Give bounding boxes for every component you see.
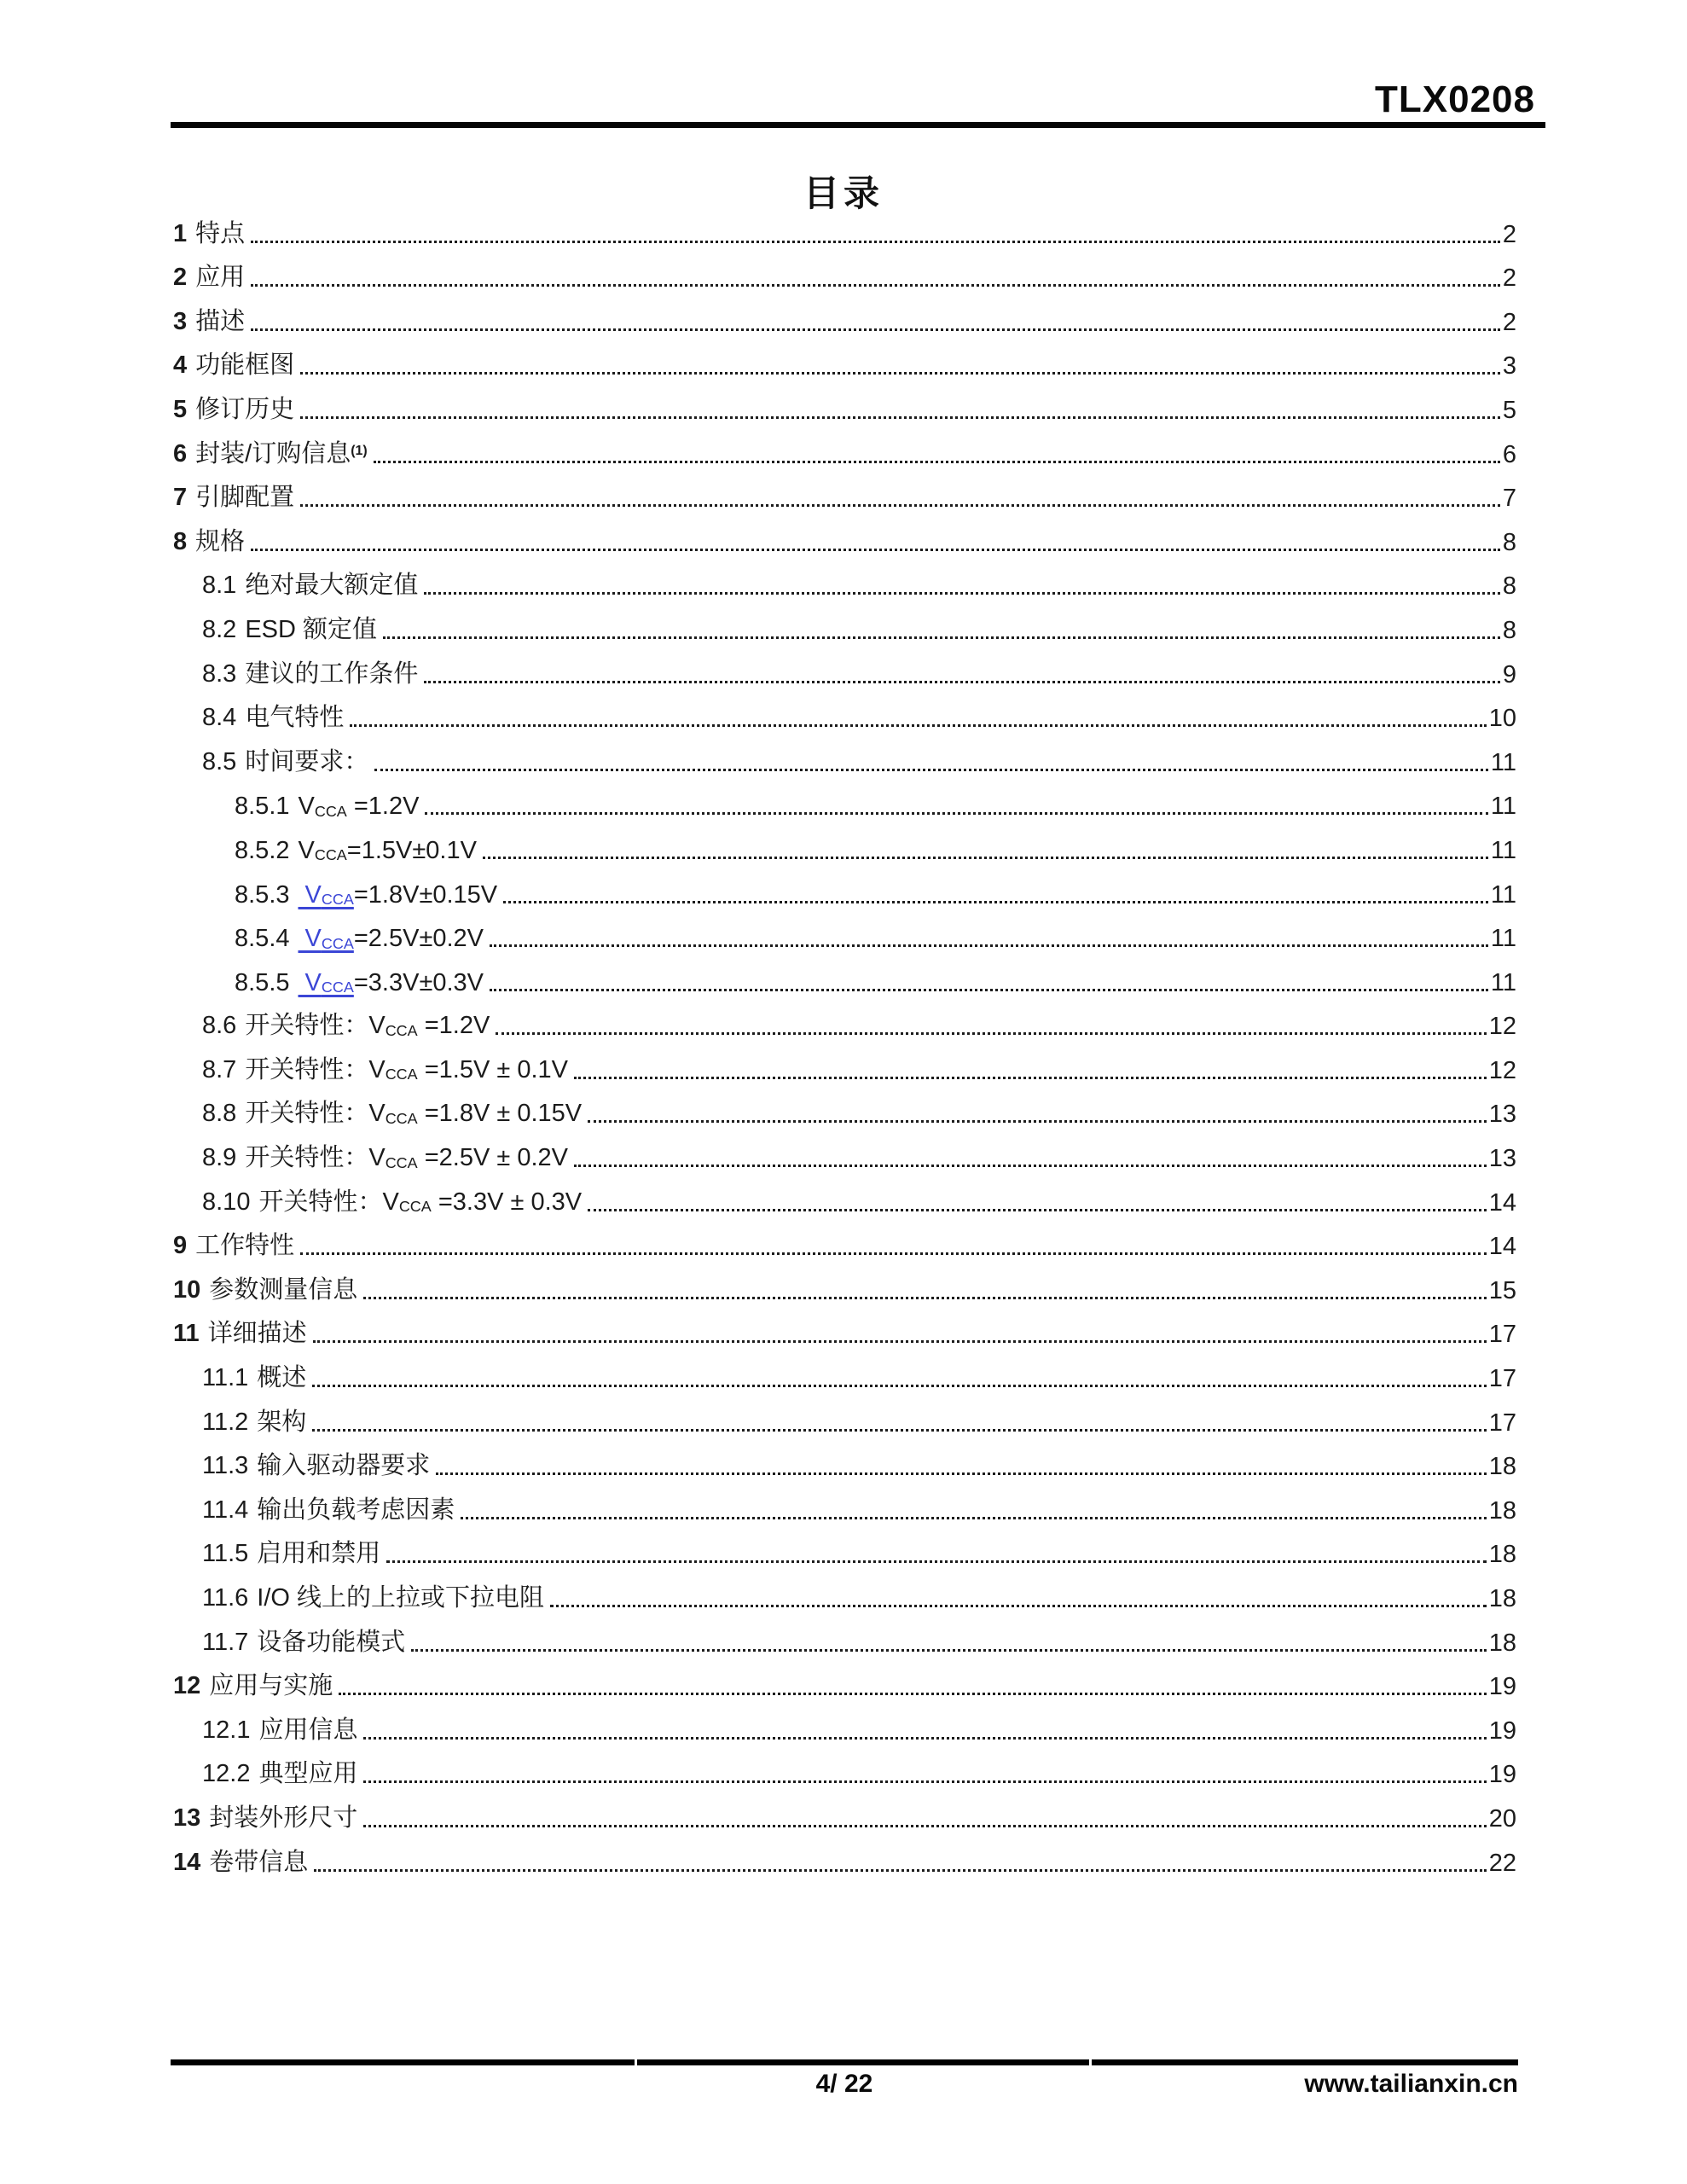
- label-text: V: [368, 1144, 386, 1172]
- toc-entry-number: 8.5: [202, 747, 237, 775]
- label-text: 输入驱动器要求: [257, 1452, 431, 1480]
- toc-page-number: 20: [1488, 1804, 1516, 1833]
- toc-entry[interactable]: [173, 1658, 1516, 1702]
- toc-entry-text: [173, 346, 294, 380]
- toc-entry[interactable]: [173, 909, 1516, 954]
- toc-entry-text: [202, 1490, 455, 1525]
- toc-entry-text: [173, 214, 245, 249]
- toc-entry-text: [202, 1578, 544, 1613]
- toc-entry-number: 8.10: [202, 1188, 251, 1216]
- toc-entry[interactable]: [173, 557, 1516, 601]
- toc-page-number: 17: [1488, 1409, 1516, 1437]
- toc-entry[interactable]: [173, 733, 1516, 777]
- label-text: 规格: [195, 527, 246, 555]
- toc-entry-text: [202, 1711, 357, 1745]
- label-text: =2.5V±0.2V: [353, 925, 484, 953]
- toc-entry-text: [235, 837, 477, 865]
- label-text: =3.3V ± 0.3V: [431, 1188, 583, 1216]
- toc-entry[interactable]: [173, 865, 1516, 909]
- toc-entry-text: [202, 1446, 430, 1481]
- toc-entry[interactable]: [173, 1613, 1516, 1658]
- toc-page-number: 13: [1488, 1101, 1516, 1129]
- toc-page-number: 12: [1488, 1013, 1516, 1041]
- toc-entry-text: [202, 1403, 306, 1438]
- toc-entry-text: [202, 1534, 380, 1569]
- toc-page-number: 6: [1502, 440, 1516, 468]
- dot-leader: [314, 1869, 1486, 1872]
- toc-entry[interactable]: [173, 601, 1516, 645]
- toc-entry[interactable]: [173, 425, 1516, 469]
- toc-entry[interactable]: [173, 513, 1516, 557]
- dot-leader: [436, 1472, 1486, 1475]
- subscript-text: CCA: [385, 1153, 418, 1171]
- toc-entry-text: [202, 742, 368, 777]
- subscript-text: CCA: [385, 1109, 418, 1127]
- subscript-text: CCA: [314, 846, 347, 864]
- toc-entry-text: [173, 390, 294, 425]
- label-text: 特点: [195, 219, 246, 247]
- toc-link[interactable]: [299, 881, 354, 909]
- toc-page-number: 2: [1502, 264, 1516, 293]
- toc-page-number: 12: [1488, 1056, 1516, 1084]
- toc-entry-number: 11.1: [202, 1364, 249, 1392]
- label-text: 电气特性: [245, 704, 345, 732]
- toc-entry-text: [173, 1226, 294, 1261]
- subscript-text: CCA: [385, 1021, 418, 1039]
- toc-page-number: 19: [1488, 1673, 1516, 1701]
- toc-page-number: 11: [1490, 836, 1516, 864]
- toc-entry[interactable]: [173, 821, 1516, 865]
- toc-entry[interactable]: [173, 1261, 1516, 1305]
- toc-entry-text: [235, 881, 497, 909]
- toc-title: 目录: [803, 173, 884, 213]
- dot-leader: [383, 636, 1500, 639]
- toc-entry[interactable]: [173, 293, 1516, 337]
- toc-entry-text: [202, 1623, 405, 1658]
- toc-page-number: 10: [1488, 705, 1516, 733]
- toc-entry-number: 3: [173, 307, 188, 335]
- toc-page-number: 7: [1502, 485, 1516, 513]
- toc-entry[interactable]: [173, 1305, 1516, 1350]
- toc-page-number: 2: [1502, 220, 1516, 248]
- toc-page-number: 18: [1488, 1541, 1516, 1569]
- toc-page-number: 18: [1488, 1496, 1516, 1525]
- toc-entry[interactable]: [173, 1217, 1516, 1262]
- toc-entry-number: 13: [173, 1804, 201, 1832]
- toc-page-number: 17: [1488, 1321, 1516, 1349]
- toc-entry-number: 11.2: [202, 1408, 249, 1436]
- toc-entry-text: [173, 1843, 308, 1878]
- toc-entry-text: [235, 793, 419, 821]
- dot-leader: [496, 1032, 1486, 1035]
- toc-page-number: 2: [1502, 308, 1516, 336]
- toc-entry[interactable]: [173, 1745, 1516, 1790]
- toc-entry[interactable]: [173, 205, 1516, 249]
- toc-entry[interactable]: [173, 1393, 1516, 1438]
- label-text: 典型应用: [258, 1760, 358, 1788]
- toc-entry-number: 11.4: [202, 1496, 249, 1524]
- toc-entry-text: [173, 478, 294, 513]
- toc-entry[interactable]: [173, 1569, 1516, 1613]
- label-text: 应用与实施: [209, 1672, 333, 1700]
- label-text: V: [298, 836, 315, 864]
- label-text: 封装外形尺寸: [209, 1804, 358, 1832]
- toc-entry[interactable]: [173, 380, 1516, 425]
- toc-entry-text: [202, 1182, 582, 1217]
- label-text: 时间要求：: [245, 747, 369, 775]
- label-text: =1.5V ± 0.1V: [417, 1055, 568, 1083]
- toc-page-number: 22: [1488, 1849, 1516, 1877]
- toc-list: [173, 205, 1516, 1878]
- toc-entry-text: [235, 925, 484, 953]
- label-text: 参数测量信息: [209, 1275, 358, 1304]
- toc-entry-number: 8.5.3: [235, 880, 290, 909]
- toc-page-number: 19: [1488, 1716, 1516, 1745]
- toc-page-number: 15: [1488, 1276, 1516, 1304]
- toc-entry-text: [235, 969, 484, 997]
- dot-leader: [363, 1297, 1486, 1299]
- toc-entry[interactable]: [173, 1701, 1516, 1745]
- footer-website-link[interactable]: www.tailianxin.cn: [1304, 2070, 1518, 2098]
- label-text: 输出负载考虑因素: [257, 1496, 455, 1524]
- toc-entry-number: 11.3: [202, 1452, 249, 1480]
- dot-leader: [251, 328, 1500, 331]
- dot-leader: [411, 1649, 1486, 1652]
- toc-entry-number: 8.9: [202, 1144, 237, 1172]
- toc-entry[interactable]: [173, 1525, 1516, 1570]
- toc-page-number: 11: [1490, 925, 1516, 953]
- dot-leader: [312, 1429, 1486, 1432]
- toc-entry[interactable]: [173, 645, 1516, 689]
- dot-leader: [425, 812, 1487, 815]
- toc-entry-number: 11.5: [202, 1540, 249, 1568]
- toc-page-number: 18: [1488, 1453, 1516, 1481]
- toc-entry-number: 8.5.5: [235, 968, 290, 996]
- toc-entry-number: 8.2: [202, 615, 237, 643]
- dot-leader: [363, 1737, 1486, 1740]
- dot-leader: [300, 504, 1500, 507]
- label-text: V: [298, 793, 315, 821]
- toc-entry-number: 8.4: [202, 704, 237, 732]
- document-title: TLX0208: [1375, 78, 1535, 120]
- dot-leader: [574, 1077, 1487, 1079]
- toc-entry-number: 8.8: [202, 1100, 237, 1128]
- dot-leader: [363, 1780, 1486, 1783]
- toc-link[interactable]: [299, 925, 354, 952]
- toc-entry[interactable]: [173, 1041, 1516, 1085]
- label-text: 启用和禁用: [257, 1540, 381, 1568]
- label-text: 概述: [257, 1364, 307, 1392]
- subscript-text: CCA: [321, 979, 354, 996]
- label-text: 封装/订购信息: [195, 439, 351, 468]
- dot-leader: [251, 241, 1500, 243]
- toc-entry-number: 11.6: [202, 1584, 249, 1612]
- toc-entry[interactable]: [173, 1173, 1516, 1217]
- dot-leader: [312, 1385, 1486, 1387]
- toc-entry[interactable]: [173, 249, 1516, 293]
- toc-entry[interactable]: [173, 689, 1516, 734]
- dot-leader: [363, 1825, 1486, 1827]
- label-text: 开关特性：: [245, 1055, 369, 1083]
- toc-entry-text: [173, 522, 245, 557]
- label-text: 架构: [257, 1408, 307, 1436]
- dot-leader: [503, 901, 1488, 903]
- label-text: 应用: [195, 264, 246, 292]
- dot-leader: [300, 416, 1500, 419]
- toc-entry-number: 8.3: [202, 659, 237, 688]
- toc-entry-text: [173, 434, 368, 469]
- label-text: 引脚配置: [195, 484, 295, 512]
- toc-page-number: 8: [1502, 528, 1516, 556]
- toc-entry-text: [202, 610, 377, 645]
- header-rule: [171, 122, 1545, 128]
- toc-entry-number: 12: [173, 1672, 201, 1700]
- dot-leader: [313, 1340, 1487, 1343]
- toc-link[interactable]: [299, 969, 354, 996]
- toc-entry[interactable]: [173, 1438, 1516, 1482]
- toc-entry-text: [173, 1666, 333, 1701]
- toc-page-number: 11: [1490, 793, 1516, 821]
- toc-page-number: 9: [1502, 660, 1516, 688]
- toc-entry-text: [202, 1138, 568, 1173]
- label-text: V: [298, 925, 322, 953]
- toc-entry-number: 8.5.2: [235, 836, 290, 864]
- toc-entry[interactable]: [173, 1481, 1516, 1525]
- toc-entry-text: [202, 566, 418, 601]
- toc-entry-number: 5: [173, 395, 188, 423]
- footer-rule: [171, 2059, 1518, 2065]
- toc-entry-text: [202, 1006, 490, 1041]
- label-text: V: [368, 1012, 386, 1040]
- label-text: 开关特性：: [258, 1188, 383, 1216]
- toc-entry[interactable]: [173, 997, 1516, 1042]
- label-text: 修订历史: [195, 395, 295, 423]
- toc-entry[interactable]: [173, 1833, 1516, 1878]
- label-text: 描述: [195, 307, 246, 335]
- subscript-text: CCA: [321, 891, 354, 909]
- label-text: 卷带信息: [209, 1848, 309, 1876]
- label-text: 开关特性：: [245, 1144, 369, 1172]
- label-text: 功能框图: [195, 351, 295, 380]
- toc-page-number: 8: [1502, 572, 1516, 601]
- subscript-text: CCA: [398, 1198, 432, 1216]
- toc-entry-text: [202, 1754, 357, 1789]
- toc-entry-text: [202, 1094, 582, 1129]
- label-text: 开关特性：: [245, 1100, 369, 1128]
- dot-leader: [374, 461, 1500, 463]
- label-text: V: [382, 1188, 399, 1216]
- toc-page-number: 3: [1502, 352, 1516, 380]
- toc-entry[interactable]: [173, 469, 1516, 514]
- toc-entry-number: 4: [173, 351, 188, 380]
- dot-leader: [588, 1209, 1487, 1211]
- toc-entry-number: 7: [173, 484, 188, 512]
- dot-leader: [588, 1120, 1487, 1123]
- toc-entry[interactable]: [173, 1129, 1516, 1173]
- toc-page-number: 11: [1490, 748, 1516, 776]
- toc-page-number: 14: [1488, 1188, 1516, 1217]
- toc-entry-number: 8.5.1: [235, 793, 290, 821]
- label-text: 应用信息: [258, 1716, 358, 1744]
- label-text: =1.2V: [417, 1012, 490, 1040]
- toc-entry-text: [173, 302, 245, 337]
- toc-page-number: 18: [1488, 1585, 1516, 1612]
- label-text: =1.8V±0.15V: [353, 880, 498, 909]
- label-text: =1.8V ± 0.15V: [417, 1100, 583, 1128]
- toc-entry-number: 8.6: [202, 1012, 237, 1040]
- label-text: 建议的工作条件: [245, 659, 419, 688]
- toc-entry[interactable]: [173, 1349, 1516, 1393]
- label-text: =2.5V ± 0.2V: [417, 1144, 568, 1172]
- label-text: V: [298, 880, 322, 909]
- toc-entry-number: 8.1: [202, 572, 237, 600]
- label-text: =3.3V±0.3V: [353, 968, 484, 996]
- label-text: 绝对最大额定值: [245, 572, 419, 600]
- dot-leader: [490, 989, 1488, 991]
- toc-entry-text: [202, 698, 344, 733]
- label-text: 工作特性: [195, 1232, 295, 1260]
- toc-entry[interactable]: [173, 337, 1516, 381]
- label-text: ESD 额定值: [245, 615, 378, 643]
- toc-entry-number: 6: [173, 439, 188, 468]
- toc-entry-text: [202, 1050, 568, 1085]
- superscript-note: (1): [351, 443, 368, 458]
- dot-leader: [490, 944, 1488, 947]
- label-text: I/O 线上的上拉或下拉电阻: [257, 1584, 545, 1612]
- toc-page-number: 8: [1502, 616, 1516, 644]
- dot-leader: [483, 857, 1488, 859]
- toc-page-number: 14: [1488, 1233, 1516, 1261]
- toc-page-number: 17: [1488, 1365, 1516, 1393]
- toc-entry[interactable]: [173, 1789, 1516, 1833]
- toc-entry-number: 1: [173, 219, 188, 247]
- dot-leader: [300, 1252, 1487, 1255]
- label-text: 开关特性：: [245, 1012, 369, 1040]
- toc-entry[interactable]: [173, 953, 1516, 997]
- toc-page-number: 13: [1488, 1145, 1516, 1173]
- toc-page-number: 11: [1490, 880, 1516, 909]
- toc-entry-number: 2: [173, 264, 188, 292]
- subscript-text: CCA: [385, 1066, 418, 1083]
- toc-page-number: 18: [1488, 1629, 1516, 1657]
- dot-leader: [251, 284, 1500, 287]
- label-text: =1.5V±0.1V: [346, 836, 477, 864]
- toc-entry[interactable]: [173, 1085, 1516, 1130]
- dot-leader: [350, 724, 1486, 727]
- label-text: V: [298, 968, 322, 996]
- dot-leader: [251, 549, 1500, 551]
- toc-entry-text: [173, 258, 245, 293]
- toc-entry-text: [173, 1314, 307, 1349]
- subscript-text: CCA: [321, 934, 354, 952]
- toc-entry-text: [173, 1798, 357, 1833]
- toc-entry-number: 14: [173, 1848, 201, 1876]
- dot-leader: [374, 769, 1488, 771]
- toc-entry-text: [202, 1358, 306, 1393]
- dot-leader: [386, 1560, 1486, 1563]
- dot-leader: [550, 1605, 1487, 1607]
- toc-entry[interactable]: [173, 777, 1516, 822]
- subscript-text: CCA: [314, 802, 347, 820]
- dot-leader: [574, 1165, 1487, 1167]
- dot-leader: [300, 372, 1500, 375]
- toc-entry-number: 8: [173, 527, 188, 555]
- toc-entry-number: 9: [173, 1232, 188, 1260]
- toc-entry-text: [173, 1270, 357, 1305]
- toc-entry-text: [202, 654, 418, 689]
- dot-leader: [461, 1517, 1486, 1519]
- label-text: V: [368, 1055, 386, 1083]
- toc-entry-number: 8.7: [202, 1055, 237, 1083]
- toc-entry-number: 12.2: [202, 1760, 251, 1788]
- dot-leader: [424, 592, 1500, 595]
- label-text: 详细描述: [207, 1320, 307, 1348]
- label-text: =1.2V: [346, 793, 420, 821]
- dot-leader: [424, 681, 1500, 683]
- toc-entry-number: 10: [173, 1275, 201, 1304]
- dot-leader: [339, 1693, 1486, 1695]
- toc-entry-number: 8.5.4: [235, 925, 290, 953]
- toc-entry-number: 11: [173, 1320, 200, 1348]
- toc-page-number: 19: [1488, 1761, 1516, 1789]
- label-text: 设备功能模式: [257, 1628, 406, 1656]
- toc-entry-number: 12.1: [202, 1716, 251, 1744]
- label-text: V: [368, 1100, 386, 1128]
- toc-page-number: 11: [1490, 968, 1516, 996]
- footer-page-indicator: 4/ 22: [815, 2070, 873, 2098]
- toc-page-number: 5: [1502, 396, 1516, 424]
- toc-entry-number: 11.7: [202, 1628, 249, 1656]
